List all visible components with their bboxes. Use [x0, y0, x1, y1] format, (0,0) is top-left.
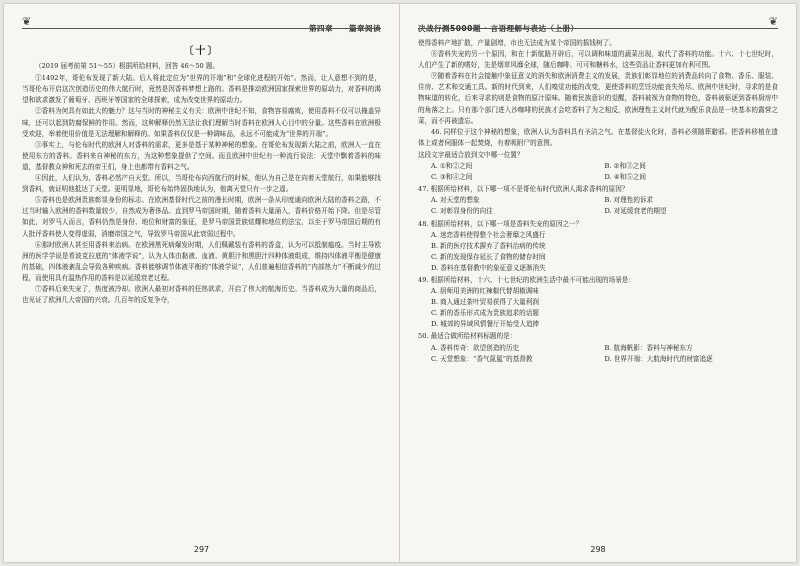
question-46-passage: 46. 同样位于这个神秘的想象，欧洲人认为香料具有圣洁之气。在基督徒火化时，香料必须随葬避邪。把香料移植在遗体上或者伺服体一起焚烧，有着吸附尸的意图。 [418, 127, 778, 147]
answer-options [418, 286, 778, 330]
page-number: 298 [590, 545, 606, 554]
paragraph: ⑨随着香料在社会接触中象征意义的消失和欧洲消费主义的发展，贵族们彰显地位的消费品转向了食物、香乐、服装、住房、艺术和交通工具。新的时代到来，人们嗅觉功能的改变，更使香料的烹饪功能丧失殆尽。欧洲中世纪时，寻求的是食物味道的转化，后来寻求的则是食物的原汁原味。随着民族意识的觉醒，香料被视为食物的特色，香料被驱逐到香料厨房中的角落之上。只有那个部门进入沙咖啡的民族才会吃香料了为之相反，欧洲理性主义时代就为配乐食品是一块基本的露营之菜，而不再被遗忘。 [418, 72, 778, 125]
option: B. 对理性的诉求 [604, 196, 654, 205]
question-stem: 47. 根据所给材料，以下哪一项不是哥伦布时代欧洲人渴求香料的原因？ [418, 185, 629, 194]
option: C. 天堂想象：“香气氤氲”的基督教 [431, 354, 533, 363]
paragraph: ⑥那时欧洲人甚至用香料来治病。在欧洲黑死病爆发时期，人们佩戴装有香料的香盒，认为可以抵制瘟疫。当时主导欧洲的医学学说是希波克拉底的“体液学说”，认为人体由黏液、血液、黄胆汁和黑胆汁四种体液组成，维持四体液平衡是健康的基础，四体液紊乱会导致各种疾病。香料能够调节体液平衡的“体液学说”，人们普遍相信香料的“内部热力”不断减少的过程，而使用具有温热作用的香料是以延缓衰老过程。 [22, 240, 381, 282]
book-spread [4, 4, 796, 562]
option: C. 新的发现保存延长了食物的储存时间 [431, 252, 546, 261]
option: A. 迷恋香料使得整个社会奢靡之风盛行 [431, 230, 546, 239]
answer-options [418, 230, 778, 274]
left-page [4, 4, 400, 562]
paragraph: ②香料为何具有如此大的魅力？这与当时的神秘主义有关：欧洲中世纪不知，食物容易腐败，使用香料不仅可以掩盖异味，还可以起到防腐保鲜的作用。然而，这种解释仍然无法让我们理解当时香料在欧洲人心目中的分量。这些香料在欧洲极受欢迎，举着使用价值是无法理解和解释的。如果香料仅仅是一种调味品，永远不可能成为“世界的开端”。 [22, 107, 381, 138]
option: A. 对天堂的想象 [431, 196, 480, 205]
flourish-icon: ❦ [22, 14, 32, 28]
paragraph: 使得香料产地扩散，产量剧增，市也无法成为某个帝国的摇钱树了。 [418, 39, 616, 47]
option: B. ②和③之间 [604, 162, 646, 171]
option: D. 世界开端：大航海时代的财富追逐 [604, 354, 713, 363]
right-page-header [418, 4, 778, 38]
question-stem: 49. 根据所给材料，十六、十七世纪的欧洲生活中最不可能出现的场景是： [418, 275, 635, 284]
chapter-title: 第四章 篇章阅读 [309, 23, 381, 33]
section-title: 〔十〕 [183, 46, 220, 57]
option: A. 香料传奇：欲望创造的历史 [431, 343, 520, 352]
option: D. 香料在基督教中的象征意义逐渐消失 [431, 263, 546, 272]
option: B. 商人通过茶叶贸易获得了大量利润 [431, 298, 539, 307]
option: D. ④和⑤之间 [604, 173, 647, 182]
paragraph: ⑦香料后来失宠了，热度被冷却。欧洲人最初对香料的狂热欲求，开启了伟大的航海历史。当香料成为大量的商品后，也见证了欧洲几大帝国的兴衰。几百年的反复争夺， [22, 284, 381, 305]
paragraph: ④因此，人们认为，香料必然产自天堂。所以，当哥伦布向西航行的时候，他认为自己是在向着天堂航行，如果能够找到香料，就证明他抵达了天堂。更明显地，哥伦布始终固执地认为，他离天堂只有一步之遥。 [22, 174, 381, 194]
option: A. ①和②之间 [431, 162, 473, 171]
answer-options [418, 161, 778, 183]
option: C. ③和④之间 [431, 173, 473, 182]
option: C. 新的香乐形式成为贵族追求的话题 [431, 309, 539, 318]
left-page-header [22, 4, 381, 38]
question-stem: 48. 根据所给材料，以下哪一项是香料失宠的原因之一？ [418, 219, 583, 228]
header-rule [22, 28, 381, 29]
option: D. 城郊的异域风情餐厅开始受人追捧 [431, 320, 540, 329]
option: B. 新的医疗技术摒弃了香料治病的传统 [431, 241, 546, 250]
header-rule [418, 28, 778, 29]
flourish-icon: ❦ [768, 14, 778, 28]
option: A. 厨师用美洲的红辣椒代替胡椒调味 [431, 287, 539, 296]
option: B. 航海帆影：香料与神秘东方 [604, 343, 693, 352]
paragraph: ⑧香料失宠的另一个原因，和在十新航路开辟后，可以调和味道的蔬菜出现，取代了香料的功能。十六、十七世纪时，人们产生了新的嗜好，先是烟草风靡全球，随后咖啡、可可和糖料水，这些资品让香料更加有利可图。 [418, 50, 778, 70]
answer-options [418, 195, 778, 217]
section-intro: （2019 届考前第 51～55）根据所给材料，回答 46～50 题。 [35, 62, 220, 71]
answer-options [418, 343, 778, 365]
book-series-title: 决战行测5000题 · 言语理解与表达（上册） [418, 23, 579, 33]
option: D. 对延缓衰老的期望 [604, 207, 667, 216]
paragraph: ③事实上，与伦布时代的欧洲人对香料的需求，更多是基于某种神秘的想象。在哥伦布发现新大陆之前，欧洲人一直在使用东方的香料。香料来自神秘的东方，为这种想象提供了空间。而且欧洲中世纪有一种流行说法：天堂中飘着香料的味道，基督教众神和死去的帝王们，身上也都带有香料之气。 [22, 140, 381, 171]
page-number: 297 [193, 545, 210, 554]
option: C. 对彰显身份的向往 [431, 207, 493, 216]
right-page [400, 4, 796, 562]
left-page-body [22, 46, 381, 306]
right-page-body [418, 38, 778, 365]
paragraph: ⑤香料也是欧洲贵族彰显身份的标志。在欧洲基督时代之前的漫长时期，欧洲一条从印度通向欧洲大陆的香料之路，不过当时输入欧洲的香料数量较少，自然成为奢侈品。直到罗马帝国时期，随着香料大量涌入，香料价格开始下降。但是尽管如此，对罗马人而言，香料仍然是身份、地位和财富的象征，是罗马帝国贵族炫耀和地位的法宝，以至于罗马帝国后期的有人批评香料使人变得虚弱，消磨帝国之气，导致罗马帝国从此衰弱过程中。 [22, 196, 381, 238]
question-stem: 50. 最适合做所给材料标题的是： [418, 332, 517, 341]
question-stem: 这段文字最适合放到文中哪一位置？ [418, 150, 524, 159]
paragraph: ①1492年，哥伦布发现了新大陆。后人将此定位为“世界的开端”和“全球化进程的开始”。然而，让人意想不到的是，当哥伦布开启这次创造历史的伟大航行时，竟然是因香料梦想上路的。香料是推动欧洲国家探索世界的原动力，对香料的渴望和欲求激发了葡萄牙、西班牙等国家的全球探索，成为改变世界的原动力。 [22, 74, 381, 105]
